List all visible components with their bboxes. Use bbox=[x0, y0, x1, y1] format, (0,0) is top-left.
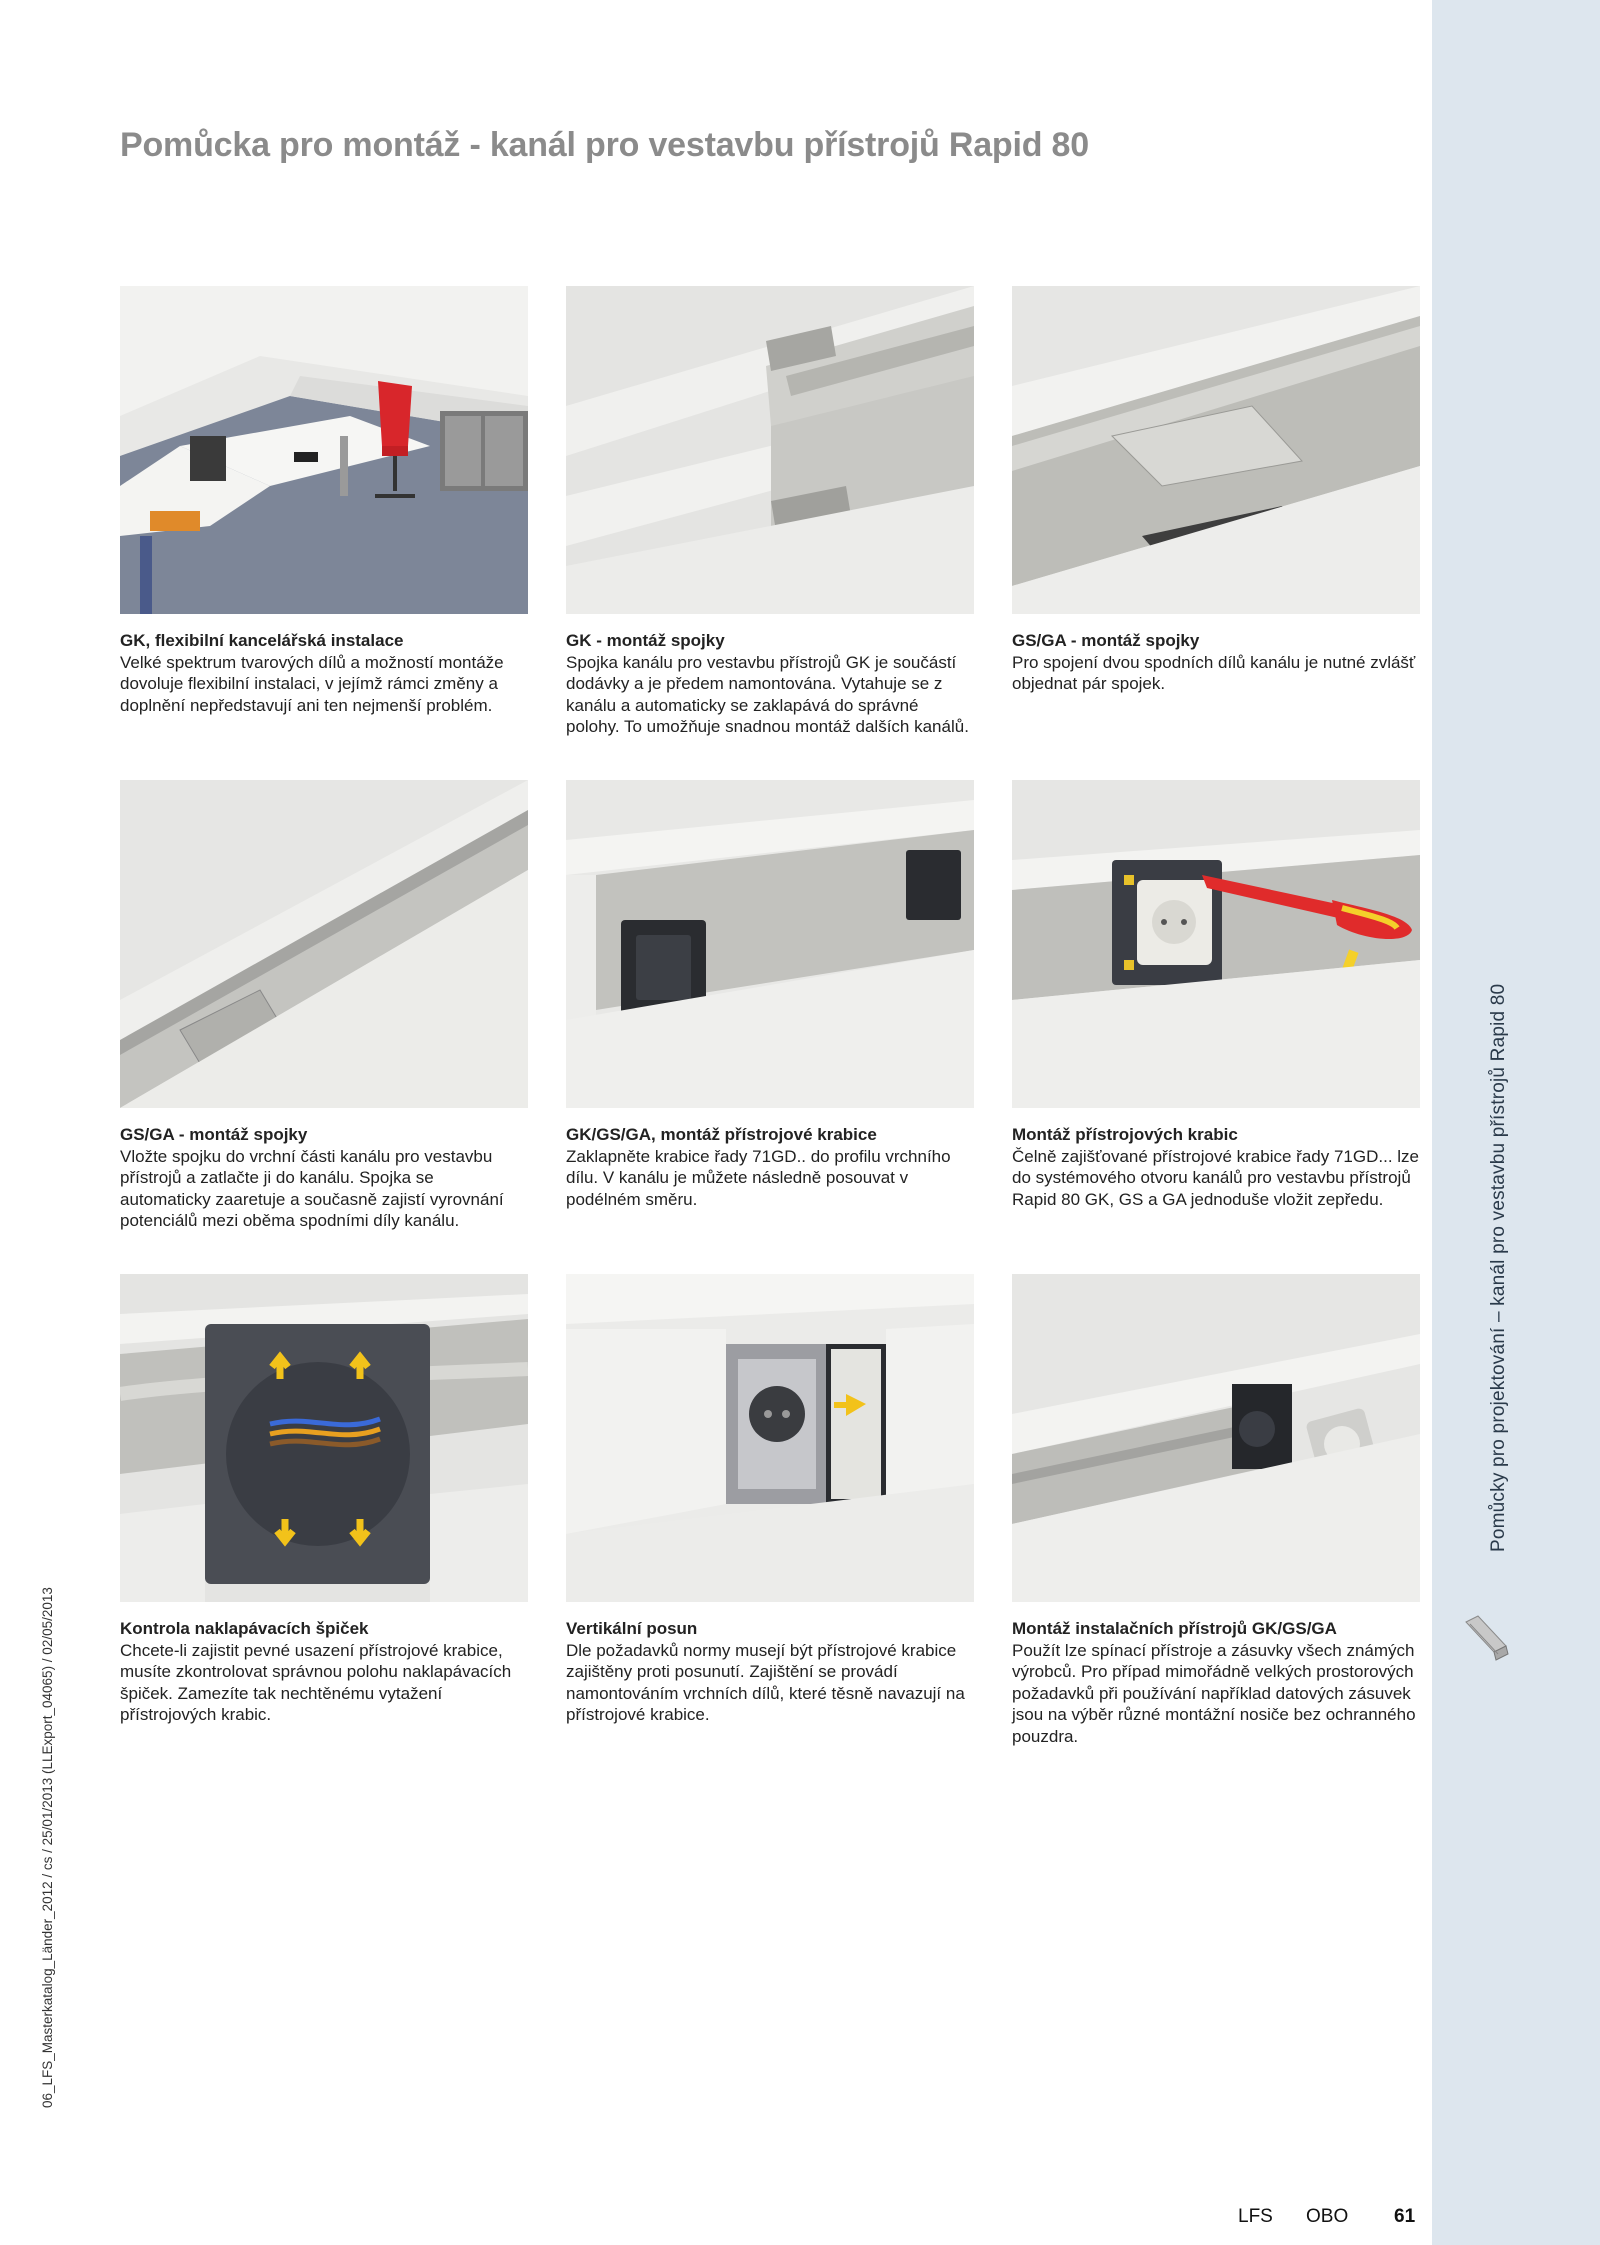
vertical-socket-photo bbox=[566, 1274, 974, 1602]
box-arrows-photo bbox=[120, 1274, 528, 1602]
caption-title: GK - montáž spojky bbox=[566, 631, 725, 650]
caption-text: Velké spektrum tvarových dílů a možností montáže dovoluje flexibilní instalaci, v jejímž rámci změny a doplnění nepředstavují ani ten nejmenší problém. bbox=[120, 652, 504, 715]
caption-text: Čelně zajišťované přístrojové krabice řady 71GD... lze do systémového otvoru kanálů pro vestavbu přístrojů Rapid 80 GK, GS a GA jednoduše vložit zepředu. bbox=[1012, 1146, 1420, 1209]
caption-text: Vložte spojku do vrchní části kanálu pro vestavbu přístrojů a zatlačte ji do kanálu. Spojka se automaticky zaaretuje a současně zajistí vyrovnání potenciálů mezi oběma spodními díly kanálu. bbox=[120, 1146, 504, 1230]
caption-text: Dle požadavků normy musejí být přístrojové krabice zajištěny proti posunutí. Zajištění se provádí namontováním vrchních dílů, které těsně navazují na přístrojové krabice. bbox=[566, 1640, 965, 1724]
coupling-photo bbox=[566, 286, 974, 614]
socket-screwdriver-photo bbox=[1012, 780, 1420, 1108]
channel-coupling-photo bbox=[120, 780, 528, 1108]
card-box-mounting bbox=[566, 780, 974, 1210]
page-number: 61 bbox=[1394, 2206, 1416, 2227]
document-code: 06_LFS_Masterkatalog_Länder_2012 / cs / 25/01/2013 (LLExport_04065) / 02/05/2013 bbox=[40, 1587, 55, 2108]
caption-text: Chcete-li zajistit pevné usazení přístrojové krabice, musíte zkontrolovat správnou polohu naklapávacích špiček. Zamezíte tak nechtěnému vytažení přístrojových krabic. bbox=[120, 1640, 512, 1724]
card-gsga-coupling-insert bbox=[120, 780, 528, 1232]
caption-title: GS/GA - montáž spojky bbox=[120, 1125, 308, 1144]
caption-title: Montáž přístrojových krabic bbox=[1012, 1125, 1238, 1144]
right-sidebar bbox=[1432, 0, 1600, 2245]
caption-text: Spojka kanálu pro vestavbu přístrojů GK je součástí dodávky a je předem namontována. Vytahuje se z kanálu a automaticky se zaklapává do správné polohy. To umožňuje snadnou montáž dalších kanálů. bbox=[566, 652, 969, 736]
box-clip-photo bbox=[566, 780, 974, 1108]
caption-title: GK/GS/GA, montáž přístrojové krabice bbox=[566, 1125, 877, 1144]
card-office-installation bbox=[120, 286, 528, 716]
device-mount-photo bbox=[1012, 1274, 1420, 1602]
card-clip-check bbox=[120, 1274, 528, 1726]
channel-pictogram-icon bbox=[1462, 1612, 1512, 1662]
card-gk-coupling bbox=[566, 286, 974, 738]
page-title: Pomůcka pro montáž - kanál pro vestavbu přístrojů Rapid 80 bbox=[120, 126, 1089, 164]
office-photo bbox=[120, 286, 528, 614]
caption-text: Zaklapněte krabice řady 71GD.. do profilu vrchního dílu. V kanálu je můžete následně posouvat v podélném směru. bbox=[566, 1146, 951, 1209]
caption-text: Použít lze spínací přístroje a zásuvky všech známých výrobců. Pro případ mimořádně velkých prostorových požadavků při používání například datových zásuvek jsou na výběr různé montážní nosiče bez ochranného pouzdra. bbox=[1012, 1640, 1416, 1746]
card-device-installation bbox=[1012, 1274, 1420, 1747]
caption-title: Vertikální posun bbox=[566, 1619, 698, 1638]
caption-title: Montáž instalačních přístrojů GK/GS/GA bbox=[1012, 1619, 1337, 1638]
footer-brand-obo: OBO bbox=[1306, 2206, 1349, 2227]
coupling-plate-photo bbox=[1012, 286, 1420, 614]
caption-title: GS/GA - montáž spojky bbox=[1012, 631, 1200, 650]
footer-brand-lfs: LFS bbox=[1238, 2206, 1273, 2227]
card-vertical-shift bbox=[566, 1274, 974, 1726]
card-gsga-coupling-order bbox=[1012, 286, 1420, 695]
caption-title: Kontrola naklapávacích špiček bbox=[120, 1619, 369, 1638]
caption-title: GK, flexibilní kancelářská instalace bbox=[120, 631, 404, 650]
card-device-boxes bbox=[1012, 780, 1420, 1210]
sidebar-section-label: Pomůcky pro projektování – kanál pro vestavbu přístrojů Rapid 80 bbox=[1488, 983, 1509, 1552]
caption-text: Pro spojení dvou spodních dílů kanálu je nutné zvlášť objednat pár spojek. bbox=[1012, 652, 1416, 693]
